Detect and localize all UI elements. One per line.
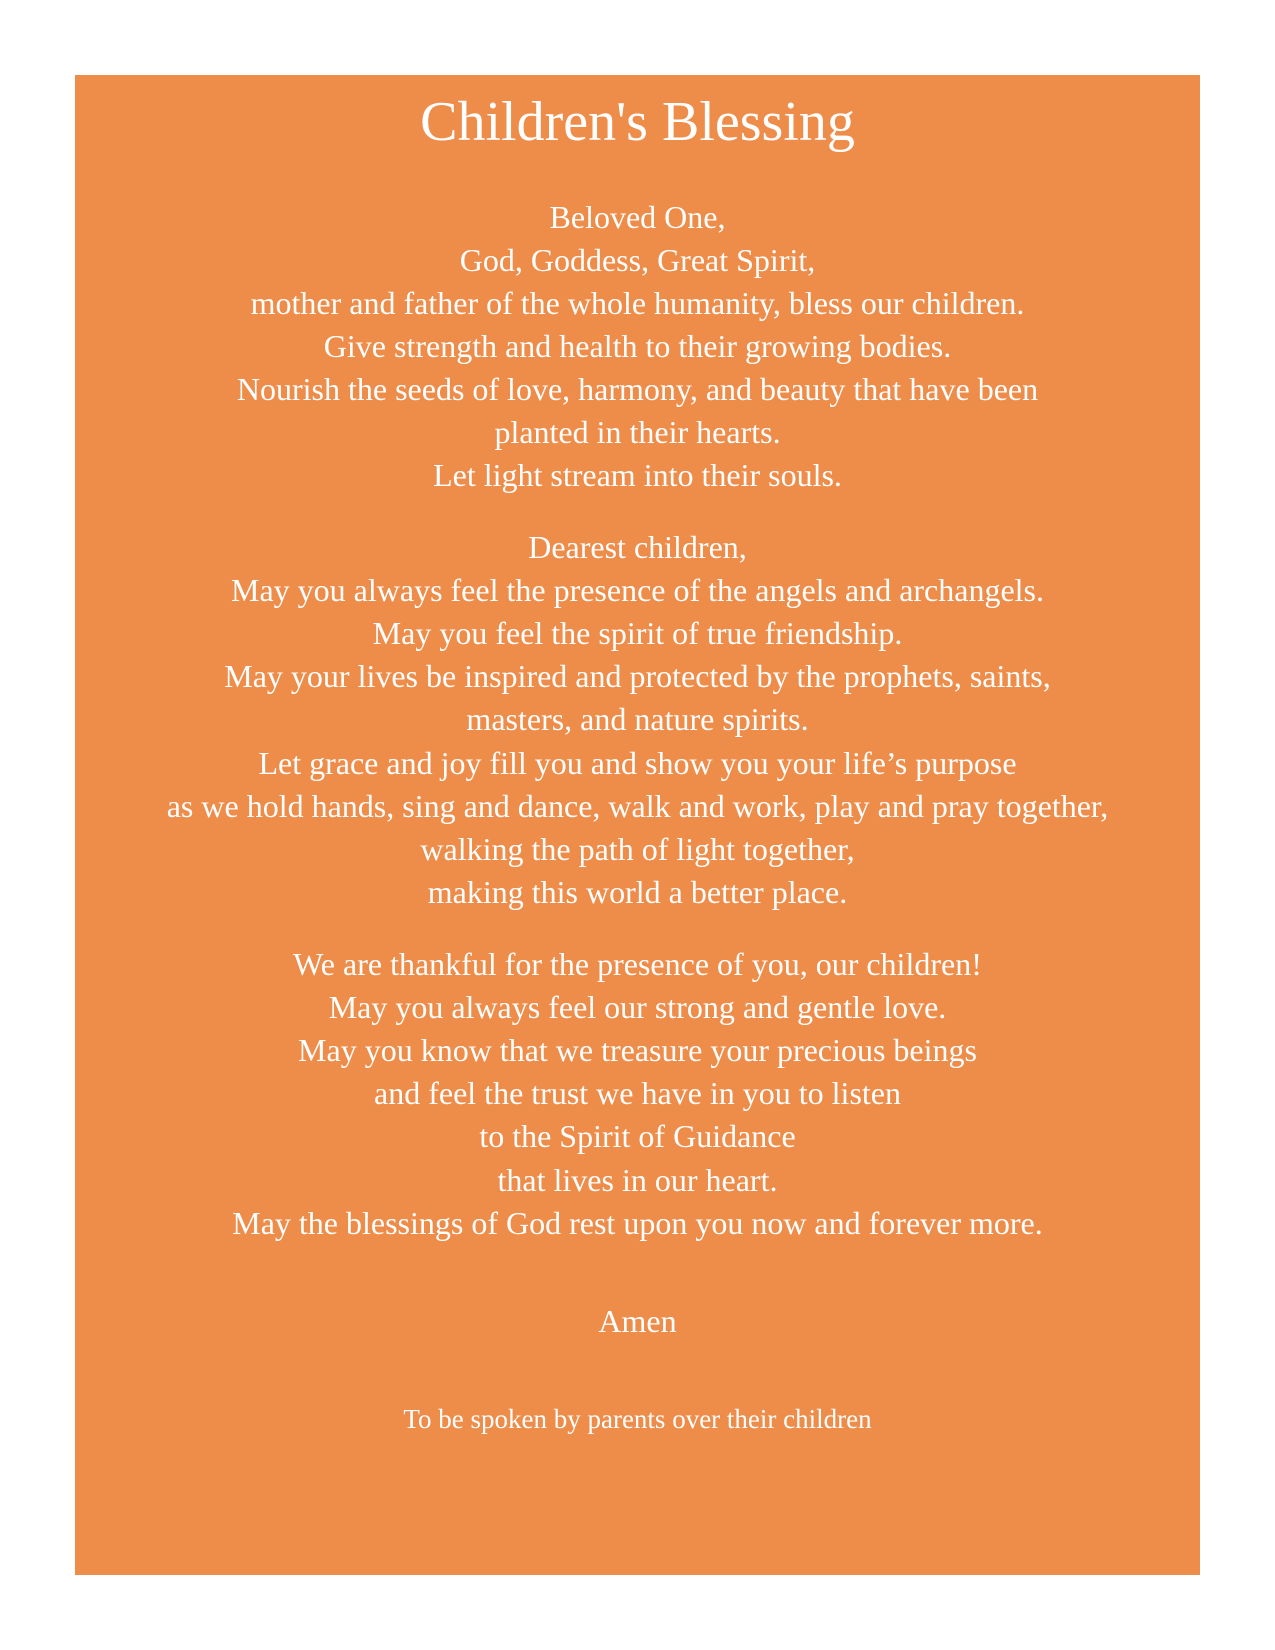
stanza-2-line: Dearest children, [528,529,747,565]
blessing-panel [75,75,1200,1575]
stanza-1-line: Beloved One, [549,199,726,235]
stanza-3-line: that lives in our heart. [497,1162,778,1198]
stanza-3-line: May you know that we treasure your precious beings [298,1032,977,1068]
stanza-2-line: masters, and nature spirits. [466,701,809,737]
stanza-1-line: Give strength and health to their growing bodies. [323,328,952,364]
stanza-3-line: to the Spirit of Guidance [479,1118,796,1154]
stanza-3-line: May the blessings of God rest upon you now and forever more. [232,1205,1043,1241]
stanza-3-line: May you always feel our strong and gentle love. [328,989,947,1025]
stanza-3-line: We are thankful for the presence of you, our children! [293,946,982,982]
stanza-1-line: Nourish the seeds of love, harmony, and beauty that have been [236,371,1039,407]
stanza-2-line: walking the path of light together, [420,831,855,867]
amen-text: Amen [598,1303,677,1339]
footer-note: To be spoken by parents over their children [403,1404,872,1434]
stanza-2-line: May you always feel the presence of the angels and archangels. [231,572,1044,608]
stanza-1-line: mother and father of the whole humanity, bless our children. [250,285,1025,321]
page-title: Children's Blessing [420,91,855,153]
stanza-3-line: and feel the trust we have in you to listen [374,1075,901,1111]
stanza-2-line: May you feel the spirit of true friendship. [372,615,903,651]
stanza-1-line: God, Goddess, Great Spirit, [459,242,816,278]
stanza-2-line: as we hold hands, sing and dance, walk and work, play and pray together, [166,788,1109,824]
stanza-2-line: Let grace and joy fill you and show you your life’s purpose [258,745,1017,781]
stanza-2-line: May your lives be inspired and protected by the prophets, saints, [224,658,1051,694]
stanza-1-line: Let light stream into their souls. [433,457,842,493]
stanza-2-line: making this world a better place. [427,874,848,910]
stanza-1-line: planted in their hearts. [494,414,781,450]
